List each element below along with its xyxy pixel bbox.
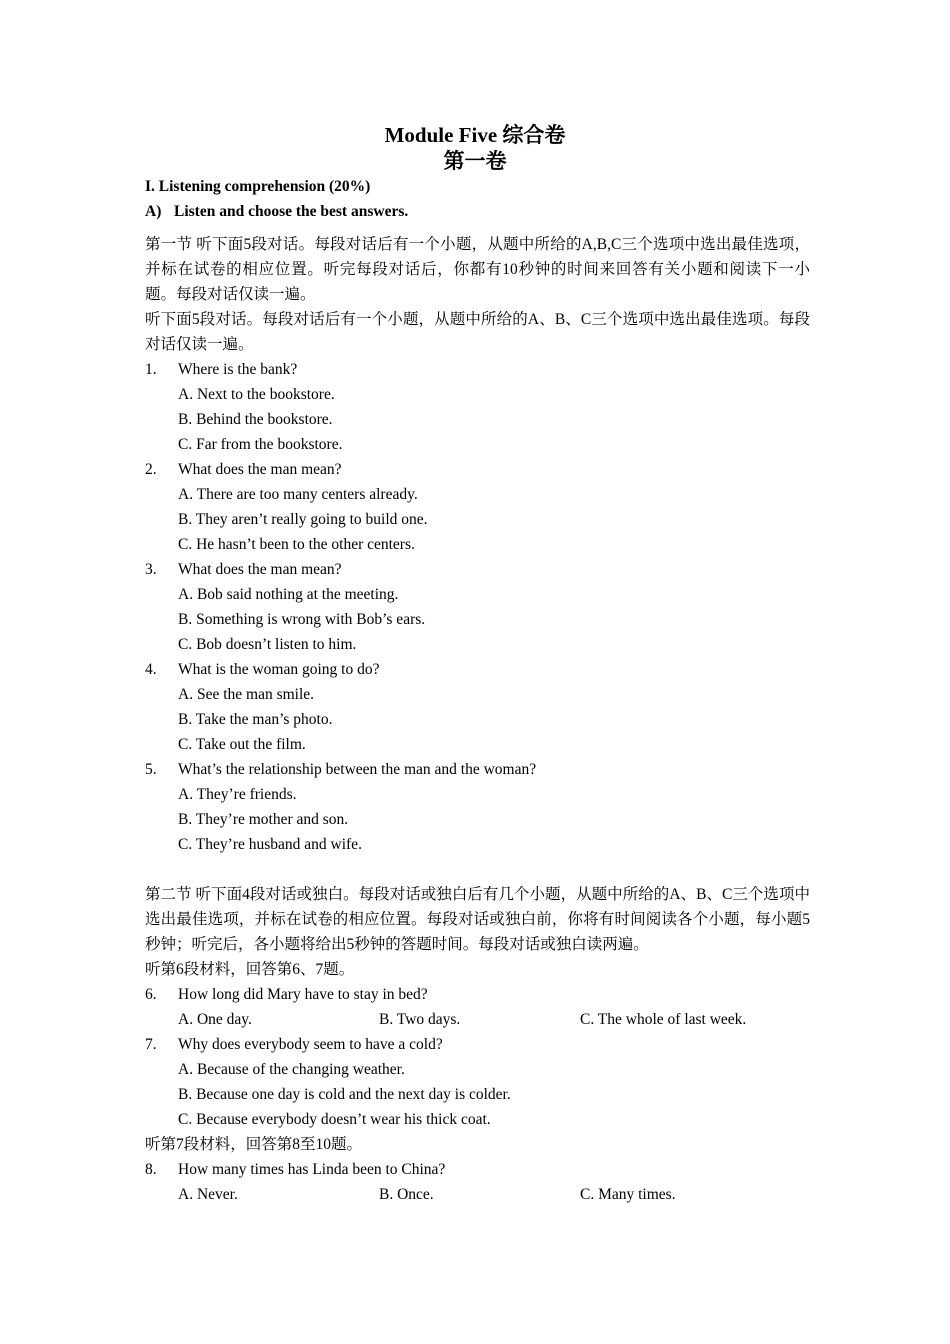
section-heading: I. Listening comprehension (20%) [145, 178, 371, 195]
options-row [145, 1182, 810, 1207]
option-a: A. There are too many centers already. [178, 486, 418, 503]
question-text: How long did Mary have to stay in bed? [178, 986, 428, 1003]
question-text: What’s the relationship between the man and the woman? [178, 761, 537, 778]
question-text: What does the man mean? [178, 461, 342, 478]
question-number: 5. [145, 761, 157, 778]
options-row [145, 1007, 810, 1032]
question-3 [145, 557, 810, 582]
option-c: C. The whole of last week. [580, 1011, 747, 1028]
question-6 [145, 982, 810, 1007]
question-number: 3. [145, 561, 157, 578]
option-a: A. Never. [178, 1186, 238, 1203]
option-c: C. He hasn’t been to the other centers. [178, 536, 415, 553]
option-b: B. Take the man’s photo. [178, 711, 333, 728]
question-8 [145, 1157, 810, 1182]
instruction-paragraph: 听下面5段对话。每段对话后有一个小题，从题中所给的A、B、C三个选项中选出最佳选项。每段对话仅读一遍。 [145, 311, 810, 353]
option-a: A. Because of the changing weather. [178, 1061, 405, 1078]
question-7 [145, 1032, 810, 1057]
document-title: Module Five 综合卷 [384, 123, 566, 147]
option-c: C. They’re husband and wife. [178, 836, 362, 853]
question-text: Why does everybody seem to have a cold? [178, 1036, 443, 1053]
subsection-label: A) [145, 203, 162, 220]
option-a: A. They’re friends. [178, 786, 297, 803]
option-c: C. Take out the film. [178, 736, 306, 753]
question-number: 6. [145, 986, 157, 1003]
option-b: B. Behind the bookstore. [178, 411, 333, 428]
question-5 [145, 757, 810, 782]
subsection-text: Listen and choose the best answers. [174, 203, 409, 220]
question-text: Where is the bank? [178, 361, 298, 378]
option-c: C. Because everybody doesn’t wear his thick coat. [178, 1111, 491, 1128]
option-b: B. They’re mother and son. [178, 811, 349, 828]
option-b: B. Because one day is cold and the next day is colder. [178, 1086, 511, 1103]
question-number: 8. [145, 1161, 157, 1178]
option-a: A. Bob said nothing at the meeting. [178, 586, 399, 603]
listening-instruction: 听第6段材料，回答第6、7题。 [145, 961, 355, 978]
document-subtitle: 第一卷 [443, 149, 507, 173]
option-b: B. Two days. [379, 1011, 461, 1028]
subsection-heading [145, 199, 810, 224]
option-a: A. Next to the bookstore. [178, 386, 335, 403]
question-2 [145, 457, 810, 482]
question-text: What is the woman going to do? [178, 661, 380, 678]
question-number: 7. [145, 1036, 157, 1053]
question-number: 4. [145, 661, 157, 678]
option-b: B. Something is wrong with Bob’s ears. [178, 611, 426, 628]
option-b: B. Once. [379, 1186, 434, 1203]
option-a: A. See the man smile. [178, 686, 315, 703]
question-text: What does the man mean? [178, 561, 342, 578]
question-number: 1. [145, 361, 157, 378]
question-4 [145, 657, 810, 682]
question-text: How many times has Linda been to China? [178, 1161, 446, 1178]
option-c: C. Bob doesn’t listen to him. [178, 636, 357, 653]
listening-instruction: 听第7段材料，回答第8至10题。 [145, 1136, 363, 1153]
option-c: C. Many times. [580, 1186, 676, 1203]
question-number: 2. [145, 461, 157, 478]
document-body [145, 174, 810, 1207]
option-c: C. Far from the bookstore. [178, 436, 343, 453]
option-a: A. One day. [178, 1011, 252, 1028]
instruction-paragraph: 第一节 听下面5段对话。每段对话后有一个小题，从题中所给的A,B,C三个选项中选出最佳选项，并标在试卷的相应位置。听完每段对话后，你都有10秒钟的时间来回答有关小题和阅读下一小题。每段对话仅读一遍。 [145, 236, 810, 303]
question-1 [145, 357, 810, 382]
option-b: B. They aren’t really going to build one. [178, 511, 428, 528]
instruction-paragraph: 第二节 听下面4段对话或独白。每段对话或独白后有几个小题，从题中所给的A、B、C三个选项中选出最佳选项，并标在试卷的相应位置。每段对话或独白前，你将有时间阅读各个小题，每小题5秒钟；听完后，各小题将给出5秒钟的答题时间。每段对话或独白读两遍。 [145, 886, 810, 953]
